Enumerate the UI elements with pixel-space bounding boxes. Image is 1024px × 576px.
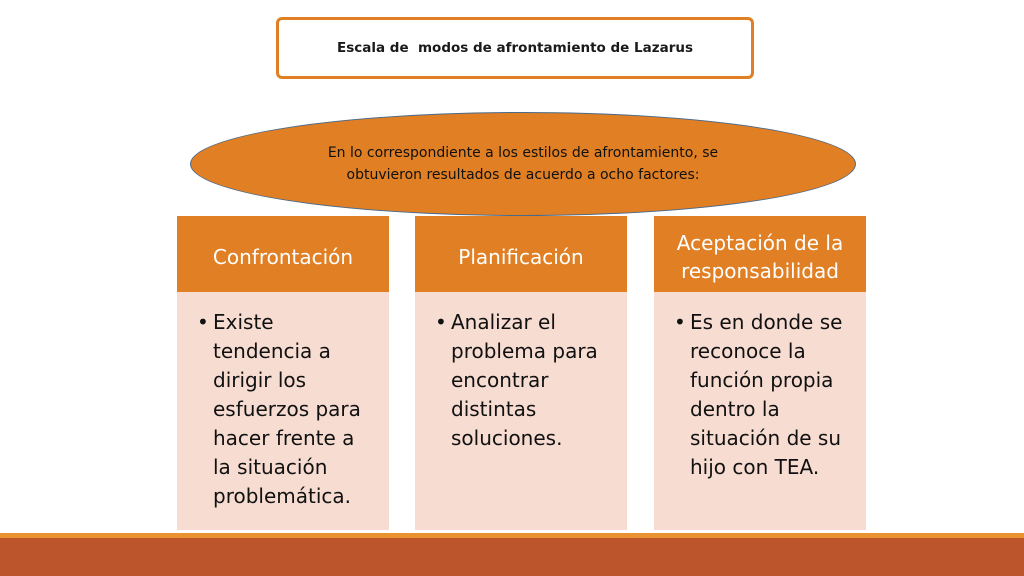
factor-header bbox=[177, 216, 389, 292]
factor-header bbox=[654, 216, 866, 292]
factor-body bbox=[177, 292, 389, 530]
factor-column-planificacion bbox=[415, 216, 627, 530]
bullet-item bbox=[197, 308, 377, 511]
factor-header-label: Aceptación de la responsabilidad bbox=[676, 231, 844, 283]
bullet-text: Es en donde se reconoce la función propia dentro la situación de su hijo con TEA. bbox=[690, 310, 843, 479]
intro-oval-text: En lo correspondiente a los estilos de afrontamiento, se obtuvieron resultados de acuerdo a ocho factores: bbox=[327, 145, 719, 183]
intro-oval bbox=[190, 112, 856, 216]
title-box bbox=[276, 17, 754, 79]
factor-column-confrontacion bbox=[177, 216, 389, 530]
bullet-item bbox=[435, 308, 615, 453]
factor-header-label: Planificación bbox=[458, 245, 584, 269]
bullet-item bbox=[674, 308, 854, 482]
bullet-text: Analizar el problema para encontrar distintas soluciones. bbox=[451, 310, 598, 450]
factor-header-label: Confrontación bbox=[212, 245, 354, 269]
factor-column-aceptacion bbox=[654, 216, 866, 530]
factor-header bbox=[415, 216, 627, 292]
factor-body bbox=[654, 292, 866, 530]
footer-bar bbox=[0, 538, 1024, 576]
bullet-icon: • bbox=[674, 310, 686, 334]
bullet-icon: • bbox=[197, 310, 209, 334]
bullet-icon: • bbox=[435, 310, 447, 334]
slide-title: Escala de modos de afrontamiento de Lazarus bbox=[336, 40, 694, 56]
factor-body bbox=[415, 292, 627, 530]
bullet-text: Existe tendencia a dirigir los esfuerzos para hacer frente a la situación problemática. bbox=[213, 310, 361, 508]
